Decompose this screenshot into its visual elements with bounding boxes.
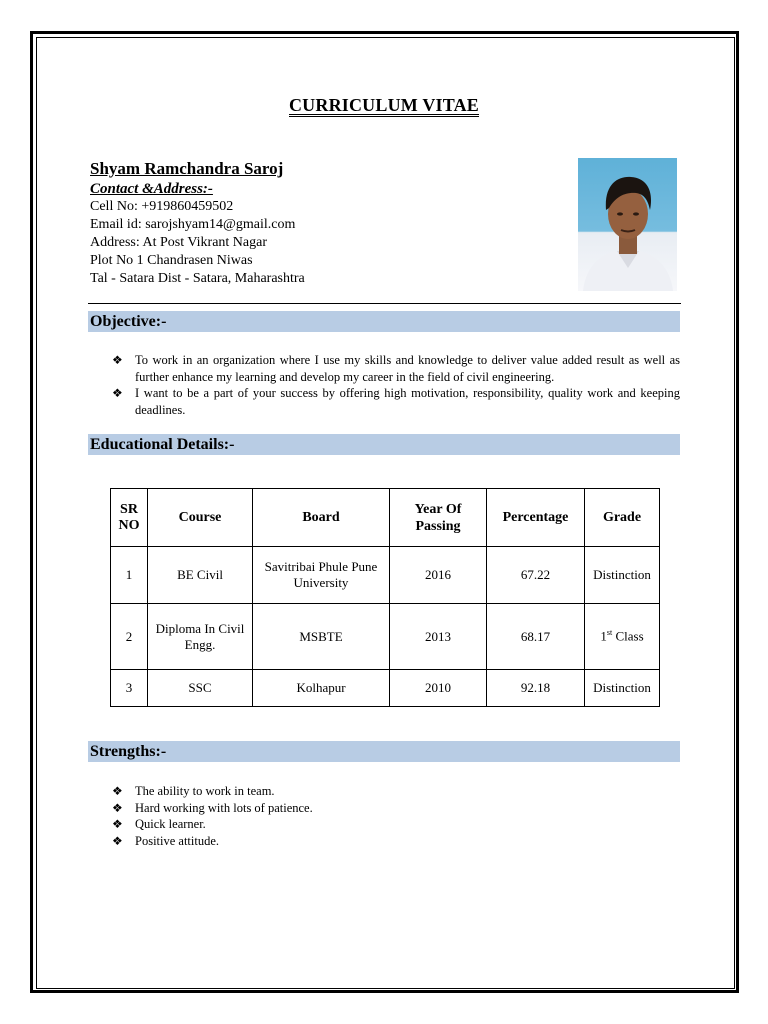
person-photo-icon — [578, 158, 677, 291]
bullet-diamond-icon: ❖ — [112, 386, 123, 400]
header-divider — [88, 303, 681, 304]
cell-course: SSC — [148, 670, 253, 707]
column-header: Year Of Passing — [390, 489, 487, 547]
cell-grade: Distinction — [585, 547, 660, 604]
table-row — [111, 670, 660, 707]
cell-percentage: 68.17 — [487, 604, 585, 670]
candidate-name: Shyam Ramchandra Saroj — [90, 159, 284, 178]
strengths-heading: Strengths:- — [88, 741, 680, 762]
profile-photo — [578, 158, 677, 291]
cell-percentage: 92.18 — [487, 670, 585, 707]
objective-list — [112, 352, 680, 418]
list-item: ❖ To work in an organization where I use my skills and knowledge to deliver value added result as well as further enhance my learning and develop my career in the field of civil engineering. — [112, 353, 680, 384]
cell-board: MSBTE — [253, 604, 390, 670]
bullet-diamond-icon: ❖ — [112, 784, 123, 798]
contact-heading: Contact &Address:- — [90, 181, 213, 197]
cell-sr: 2 — [111, 604, 148, 670]
bullet-diamond-icon: ❖ — [112, 833, 123, 848]
column-header: Course — [148, 489, 253, 547]
cell-sr: 3 — [111, 670, 148, 707]
bullet-diamond-icon: ❖ — [112, 817, 123, 831]
table-row — [111, 604, 660, 670]
contact-address-line-2: Plot No 1 Chandrasen Niwas — [90, 253, 253, 268]
contact-block — [90, 158, 305, 288]
list-item: ❖ Quick learner. — [112, 817, 206, 831]
education-heading: Educational Details:- — [88, 434, 680, 455]
list-item: ❖ Hard working with lots of patience. — [112, 800, 313, 815]
column-header: Percentage — [487, 489, 585, 547]
education-table — [110, 488, 660, 707]
contact-address-line-3: Tal - Satara Dist - Satara, Maharashtra — [90, 271, 305, 286]
cell-course: Diploma In Civil Engg. — [148, 604, 253, 670]
cell-course: BE Civil — [148, 547, 253, 604]
list-item: ❖ I want to be a part of your success by offering high motivation, responsibility, quality work and keeping deadlines. — [112, 386, 680, 417]
contact-address-line-1: Address: At Post Vikrant Nagar — [90, 235, 267, 250]
column-header: SR NO — [111, 489, 148, 547]
cell-year: 2013 — [390, 604, 487, 670]
cell-year: 2010 — [390, 670, 487, 707]
table-header-row — [111, 489, 660, 547]
strengths-list — [112, 783, 680, 849]
document-title: CURRICULUM VITAE — [288, 95, 480, 115]
list-item: ❖ The ability to work in team. — [112, 784, 275, 798]
column-header: Board — [253, 489, 390, 547]
cell-percentage: 67.22 — [487, 547, 585, 604]
cell-board: Kolhapur — [253, 670, 390, 707]
list-item: ❖ Positive attitude. — [112, 833, 220, 848]
column-header: Grade — [585, 489, 660, 547]
contact-email: Email id: sarojshyam14@gmail.com — [90, 217, 296, 232]
cell-grade: 1st Class — [585, 604, 660, 670]
bullet-diamond-icon: ❖ — [112, 353, 123, 367]
bullet-diamond-icon: ❖ — [112, 800, 123, 815]
cell-board: Savitribai Phule Pune University — [253, 547, 390, 604]
contact-phone: Cell No: +919860459502 — [90, 199, 234, 214]
objective-heading: Objective:- — [88, 311, 680, 332]
cell-grade: Distinction — [585, 670, 660, 707]
cell-year: 2016 — [390, 547, 487, 604]
cell-sr: 1 — [111, 547, 148, 604]
table-row — [111, 547, 660, 604]
